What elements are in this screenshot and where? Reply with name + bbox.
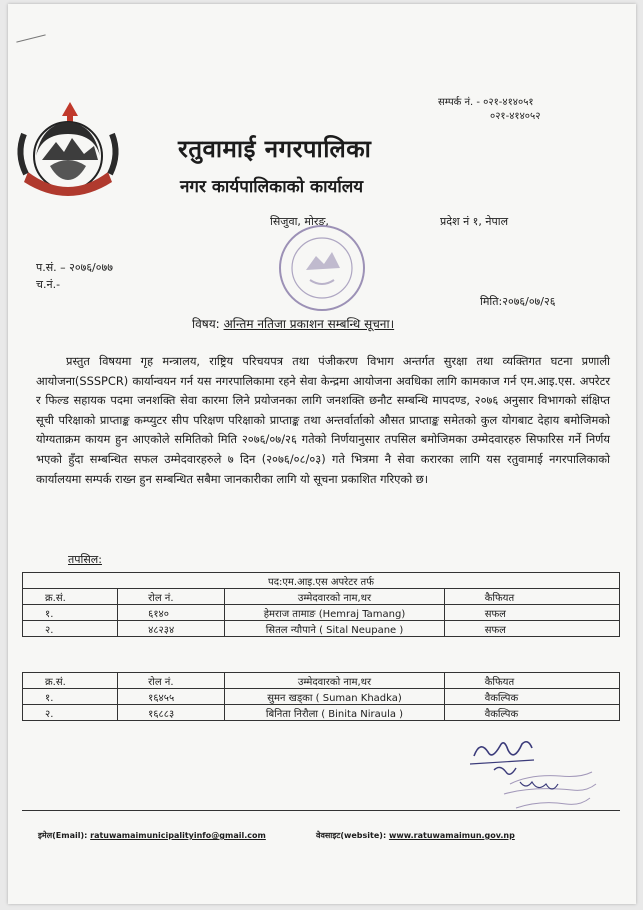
table-row [23, 621, 620, 637]
col-remarks: कैफियत [444, 673, 619, 689]
cell-remarks: सफल [444, 605, 619, 621]
cell-roll: १६८८३ [118, 705, 225, 721]
tapsil-label: तपसिल: [68, 553, 102, 566]
cell-roll: १६४५५ [118, 689, 225, 705]
post-title: पद:एम.आइ.एस अपरेटर तर्फ [23, 573, 620, 589]
municipality-title: रतुवामाई नगरपालिका [178, 135, 372, 163]
col-sn: क्र.सं. [23, 589, 118, 605]
table-row [23, 689, 620, 705]
website-link[interactable]: www.ratuwamaimun.gov.np [388, 831, 515, 840]
notice-body: प्रस्तुत विषयमा गृह मन्त्रालय, राष्ट्रिय परिचयपत्र तथा पंजीकरण विभाग अन्तर्गत सुरक्षा तथा व्यक्तिगत घटना प्रणाली आयोजना(SSSPCR) कार्यान्वयन गर्न यस नगरपालिकामा रहने सेवा केन्द्रमा आयोजना अवधिका लागि कामकाज गर्न एम.आइ.एस. अपरेटर र फिल्ड सहायक पदमा जनशक्ति सेवा कारमा लिने प्रयोजनका लागि जनशक्ति छनौट सम्बन्धि मापदण्ड, २०७६ अनुसार विभागको संक्षिप्त सूची परिक्षाको प्राप्ताङ्क कम्प्युटर सीप परिक्षण परिक्षाको प्राप्ताङ्क तथा अन्तर्वार्ताको औसत प्राप्ताङ्क समेतको कुल योगबाट देहाय बमोजिमको योग्यताक्रम कायम हुन आएकोले समितिको मिति २०७६/०७/२६ गतेको निर्णयानुसार तपसिल बमोजिमका उम्मेदवारहरु सिफारिस गर्ने निर्णय भएको हुँदा सम्बन्धित सफल उम्मेदवारहरुले ७ दिन (२०७६/०८/०३) गते भित्रमा नै सेवा करारका लागि यस रतुवामाई नगरपालिकाको कार्यालयमा सम्पर्क राख्न हुन सम्बन्धित सबैमा जानकारीका लागि यो सूचना प्रकाशित गरिएको छ। [36, 354, 610, 486]
alternate-candidates-table [22, 672, 620, 721]
cell-roll: ४८२३४ [118, 621, 225, 637]
table-row [23, 705, 620, 721]
cell-remarks: वैकल्पिक [444, 689, 619, 705]
contact-numbers [438, 96, 628, 124]
cell-name: सुमन खड्का ( Suman Khadka) [225, 689, 444, 705]
ref-ps: प.सं. – २०७६/०७७ [36, 261, 113, 274]
footer-email [38, 830, 266, 841]
office-stamp-icon [276, 222, 368, 314]
subject-label: विषय: [192, 317, 220, 331]
email-link[interactable]: ratuwamaimunicipalityinfo@gmail.com [90, 831, 266, 840]
table-row [23, 605, 620, 621]
website-label: वेवसाइट(website): [316, 831, 387, 840]
table-header-row [23, 673, 620, 689]
scratch-mark [16, 34, 45, 42]
col-remarks: कैफियत [444, 589, 619, 605]
footer-divider [22, 810, 620, 811]
subject-line [192, 315, 394, 332]
cell-name: सितल न्यौपाने ( Sital Neupane ) [225, 621, 444, 637]
cell-name: बिनिता निरौला ( Binita Niraula ) [225, 705, 444, 721]
cell-sn: १. [23, 689, 118, 705]
cell-sn: २. [23, 705, 118, 721]
office-subtitle: नगर कार्यपालिकाको कार्यालय [180, 177, 364, 197]
cell-remarks: वैकल्पिक [444, 705, 619, 721]
cell-sn: १. [23, 605, 118, 621]
col-name: उम्मेदवारको नाम,थर [225, 589, 444, 605]
table-header-row [23, 589, 620, 605]
reference-numbers [36, 259, 113, 293]
contact-line-1: सम्पर्क नं. - ०२१-४१४०५१ [438, 97, 534, 108]
email-label: इमेल(Email): [38, 831, 88, 840]
cell-sn: २. [23, 621, 118, 637]
selected-candidates-table [22, 572, 620, 637]
cell-remarks: सफल [444, 621, 619, 637]
col-roll: रोल नं. [118, 673, 225, 689]
notice-date: मिति:२०७६/०७/२६ [480, 295, 556, 308]
province-text: प्रदेश नं १, नेपाल [440, 215, 509, 228]
col-name: उम्मेदवारको नाम,थर [225, 673, 444, 689]
subject-text: अन्तिम नतिजा प्रकाशन सम्बन्धि सूचना। [223, 317, 395, 331]
col-sn: क्र.सं. [23, 673, 118, 689]
ref-cn: च.नं.- [36, 278, 61, 291]
table-title-row [23, 573, 620, 589]
notice-page [8, 4, 636, 904]
place-text: सिजुवा, मोरङ, [270, 215, 329, 228]
cell-roll: ६१४० [118, 605, 225, 621]
cell-name: हेमराज तामाङ (Hemraj Tamang) [225, 605, 444, 621]
nepal-emblem-icon [12, 94, 124, 204]
contact-line-2: ०२१-४१४०५२ [490, 111, 541, 122]
signature-icon [460, 734, 600, 822]
footer-website [316, 830, 515, 841]
col-roll: रोल नं. [118, 589, 225, 605]
